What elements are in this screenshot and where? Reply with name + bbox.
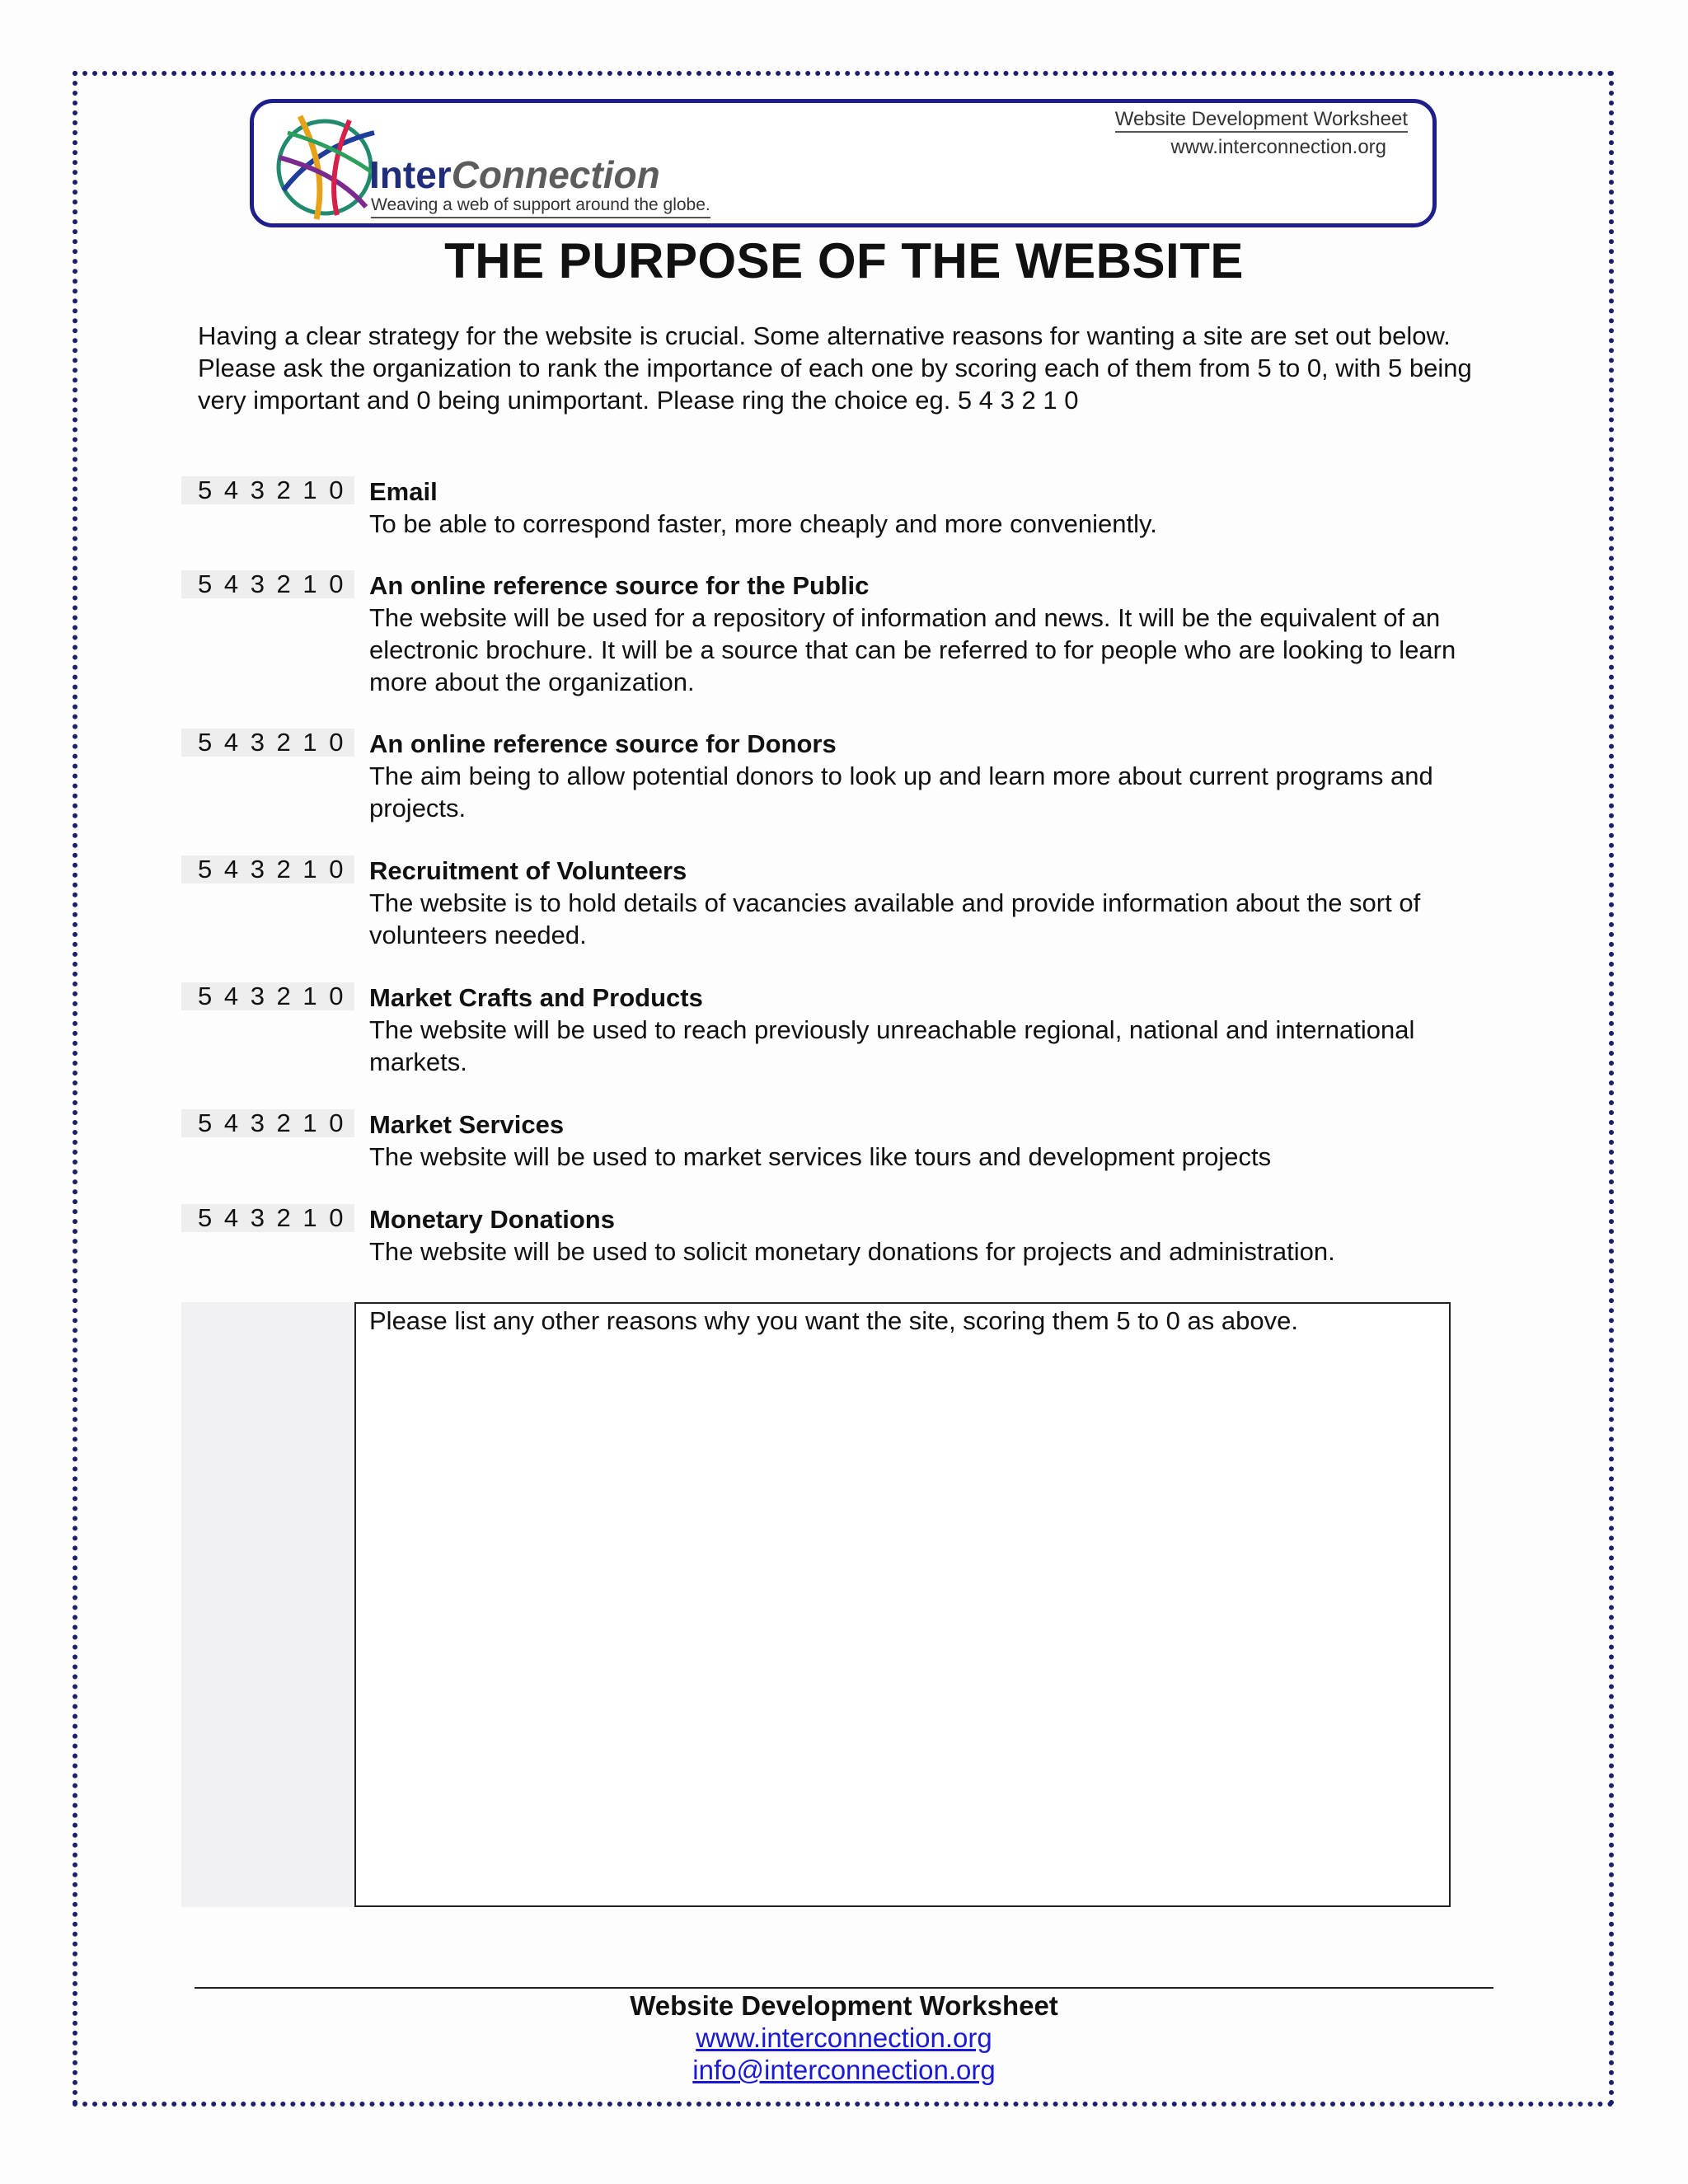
item-title: Email: [369, 477, 438, 506]
score-scale-email[interactable]: 5 4 3 2 1 0: [181, 476, 354, 504]
item-description: The website will be used to solicit monetary donations for projects and administration.: [369, 1237, 1335, 1266]
footer-divider: [195, 1987, 1493, 1989]
footer-title: Website Development Worksheet: [630, 1990, 1058, 2021]
item-title: Market Services: [369, 1110, 565, 1139]
list-item-crafts-products: [369, 982, 1482, 1078]
logo-wordmark: [369, 152, 660, 197]
list-item-services: [369, 1108, 1482, 1173]
item-description: The aim being to allow potential donors to look up and learn more about current programs and projects.: [369, 762, 1433, 823]
logo-wordmark-inter: Inter: [369, 153, 452, 196]
item-title: Monetary Donations: [369, 1205, 615, 1234]
logo-wordmark-connection: Connection: [451, 153, 660, 196]
item-title: Recruitment of Volunteers: [369, 856, 687, 885]
item-title: An online reference source for Donors: [369, 729, 837, 758]
other-reasons-label: Please list any other reasons why you want the site, scoring them 5 to 0 as above.: [369, 1306, 1298, 1335]
list-item-email: [369, 476, 1482, 540]
item-title: An online reference source for the Public: [369, 571, 870, 600]
list-item-volunteers: [369, 855, 1482, 951]
item-description: The website will be used to reach previously unreachable regional, national and international markets.: [369, 1015, 1415, 1076]
item-title: Market Crafts and Products: [369, 983, 703, 1012]
footer-website-link-text[interactable]: www.interconnection.org: [696, 2022, 992, 2053]
score-scale-public-reference[interactable]: 5 4 3 2 1 0: [181, 570, 354, 598]
score-scale-donor-reference[interactable]: 5 4 3 2 1 0: [181, 729, 354, 757]
score-scale-volunteers[interactable]: 5 4 3 2 1 0: [181, 855, 354, 883]
footer-email-link[interactable]: [0, 2054, 1688, 2086]
list-item-donations: [369, 1203, 1482, 1268]
logo-tagline: Weaving a web of support around the globe.: [371, 195, 710, 218]
interconnection-logo-icon: [267, 108, 382, 223]
banner-worksheet-title: Website Development Worksheet: [1115, 108, 1408, 133]
footer-email-link-text[interactable]: info@interconnection.org: [692, 2055, 996, 2085]
page-title: THE PURPOSE OF THE WEBSITE: [444, 233, 1244, 288]
item-description: The website is to hold details of vacancies available and provide information about the sort of volunteers needed.: [369, 888, 1421, 949]
footer-website-link[interactable]: [0, 2022, 1688, 2054]
item-description: The website will be used to market services like tours and development projects: [369, 1142, 1272, 1171]
list-item-donor-reference: [369, 728, 1482, 824]
score-scale-donations[interactable]: 5 4 3 2 1 0: [181, 1204, 354, 1232]
banner-worksheet-url: www.interconnection.org: [1170, 136, 1386, 158]
other-reasons-score-column: [181, 1302, 354, 1907]
item-description: To be able to correspond faster, more cheaply and more conveniently.: [369, 509, 1157, 538]
header-banner: [250, 99, 1437, 227]
score-scale-crafts-products[interactable]: 5 4 3 2 1 0: [181, 982, 354, 1010]
other-reasons-textbox[interactable]: [354, 1302, 1451, 1907]
score-scale-services[interactable]: 5 4 3 2 1 0: [181, 1109, 354, 1137]
item-description: The website will be used for a repository of information and news. It will be the equivalent of an electronic brochure. It will be a source that can be referred to for people who are looking to learn more about the organization.: [369, 603, 1456, 696]
intro-paragraph: Having a clear strategy for the website is crucial. Some alternative reasons for wanting a site are set out below. Please ask the organization to rank the importance of each one by scoring each of them from 5 to 0, with 5 being very important and 0 being unimportant. Please ring the choice eg. 5 4 3 2 1 0: [198, 321, 1472, 415]
list-item-public-reference: [369, 569, 1482, 698]
